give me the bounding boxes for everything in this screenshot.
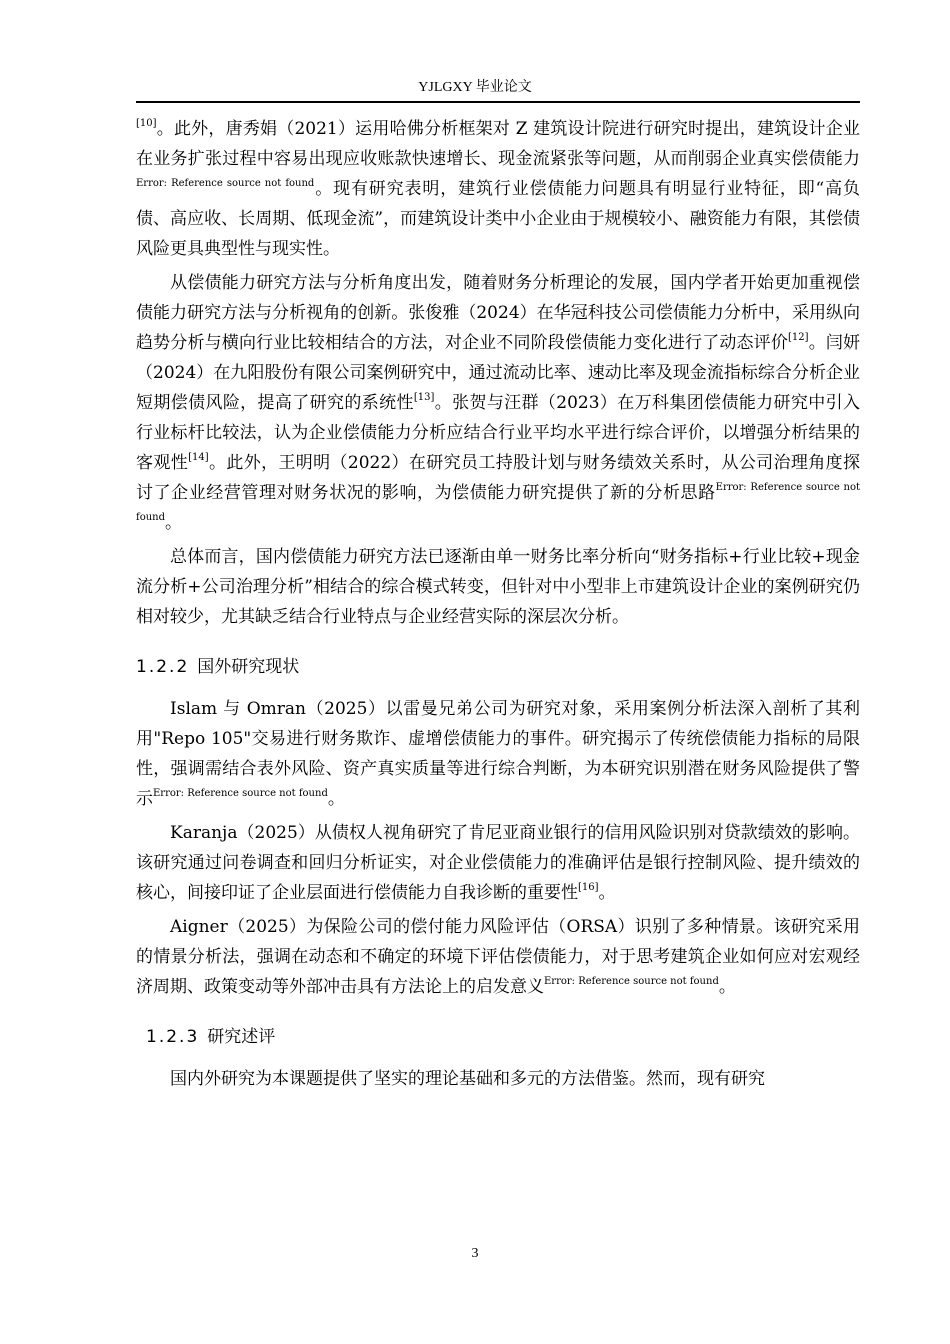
- paragraph-text: 。: [718, 977, 736, 997]
- paragraph-text: 。: [327, 789, 345, 809]
- paragraph-karanja: [136, 818, 860, 908]
- paragraph-text: 总体而言，国内偿债能力研究方法已逐渐由单一财务比率分析向“财务指标+行业比较+现金流分析+公司治理分析”相结合的综合模式转变，但针对中小型非上市建筑设计企业的案例研究仍相对较少，尤其缺乏结合行业特点与企业经营实际的深层次分析。: [136, 547, 860, 627]
- paragraph-islam-omran: [136, 694, 860, 814]
- section-title: 研究述评: [207, 1027, 276, 1047]
- citation-ref: [16]: [578, 882, 599, 893]
- paragraph-aigner: [136, 912, 860, 1002]
- paragraph-text: Aigner（2025）为保险公司的偿付能力风险评估（ORSA）识别了多种情景。该研究采用的情景分析法，强调在动态和不确定的环境下评估偿债能力，对于思考建筑企业如何应对宏观经济周期、政策变动等外部冲击具有方法论上的启发意义: [136, 917, 860, 997]
- paragraph-text: Karanja（2025）从债权人视角研究了肯尼亚商业银行的信用风险识别对贷款绩效的影响。该研究通过问卷调查和回归分析证实，对企业偿债能力的准确评估是银行控制风险、提升绩效的核心，间接印证了企业层面进行偿债能力自我诊断的重要性: [136, 823, 860, 903]
- paragraph-text: 。此外，唐秀娟（2021）运用哈佛分析框架对 Z 建筑设计院进行研究时提出，建筑设计企业在业务扩张过程中容易出现应收账款快速增长、现金流紧张等问题，从而削弱企业真实偿债能力: [136, 119, 860, 169]
- paragraph-domestic-methods: [136, 268, 860, 538]
- section-number: 1.2.3: [146, 1027, 200, 1047]
- paragraph-text: 。此外，王明明（2022）在研究员工持股计划与财务绩效关系时，从公司治理角度探讨了企业经营管理对财务状况的影响，为偿债能力研究提供了新的分析思路: [136, 453, 860, 503]
- page-body: [136, 114, 860, 1098]
- paragraph-review-start: [136, 1064, 860, 1094]
- citation-ref: [14]: [188, 452, 209, 463]
- section-heading-1-2-2: [136, 652, 860, 682]
- paragraph-text: 国内外研究为本课题提供了坚实的理论基础和多元的方法借鉴。然而，现有研究: [170, 1069, 765, 1089]
- citation-error-ref: Error: Reference source not found: [136, 178, 315, 189]
- page-number: 3: [471, 1246, 479, 1261]
- section-number: 1.2.2: [136, 657, 190, 677]
- citation-error-ref: Error: Reference source not found: [544, 976, 719, 987]
- paragraph-text: 。: [598, 883, 616, 903]
- header-rule: [136, 101, 860, 103]
- section-title: 国外研究现状: [197, 657, 300, 677]
- section-heading-1-2-3: [136, 1022, 860, 1052]
- paragraph-text: 。现有研究表明，建筑行业偿债能力问题具有明显行业特征，即“高负债、高应收、长周期、低现金流”，而建筑设计类中小企业由于规模较小、融资能力有限，其偿债风险更具典型性与现实性。: [136, 179, 860, 259]
- paragraph-text: 从偿债能力研究方法与分析角度出发，随着财务分析理论的发展，国内学者开始更加重视偿债能力研究方法与分析视角的创新。张俊雅（2024）在华冠科技公司偿债能力分析中，采用纵向趋势分析与横向行业比较相结合的方法，对企业不同阶段偿债能力变化进行了动态评价: [136, 273, 860, 353]
- citation-ref: [10]: [136, 118, 157, 129]
- citation-error-ref: Error: Reference source not found: [136, 482, 860, 523]
- paragraph-text: 。张贺与汪群（2023）在万科集团偿债能力研究中引入行业标杆比较法，认为企业偿债能力分析应结合行业平均水平进行综合评价，以增强分析结果的客观性: [136, 393, 860, 473]
- citation-error-ref: Error: Reference source not found: [153, 788, 328, 799]
- running-header: YJLGXY 毕业论文: [418, 80, 532, 95]
- paragraph-continuation: [136, 114, 860, 264]
- paragraph-domestic-summary: [136, 542, 860, 632]
- citation-ref: [13]: [413, 392, 435, 403]
- citation-ref: [12]: [788, 332, 809, 343]
- paragraph-text: Islam 与 Omran（2025）以雷曼兄弟公司为研究对象，采用案例分析法深入剖析了其利用"Repo 105"交易进行财务欺诈、虚增偿债能力的事件。研究揭示了传统偿债能力指标的局限性，强调需结合表外风险、资产真实质量等进行综合判断，为本研究识别潜在财务风险提供了警示: [136, 699, 860, 809]
- paragraph-text: 。闫妍（2024）在九阳股份有限公司案例研究中，通过流动比率、速动比率及现金流指标综合分析企业短期偿债风险，提高了研究的系统性: [136, 333, 861, 413]
- paragraph-text: 。: [165, 513, 183, 533]
